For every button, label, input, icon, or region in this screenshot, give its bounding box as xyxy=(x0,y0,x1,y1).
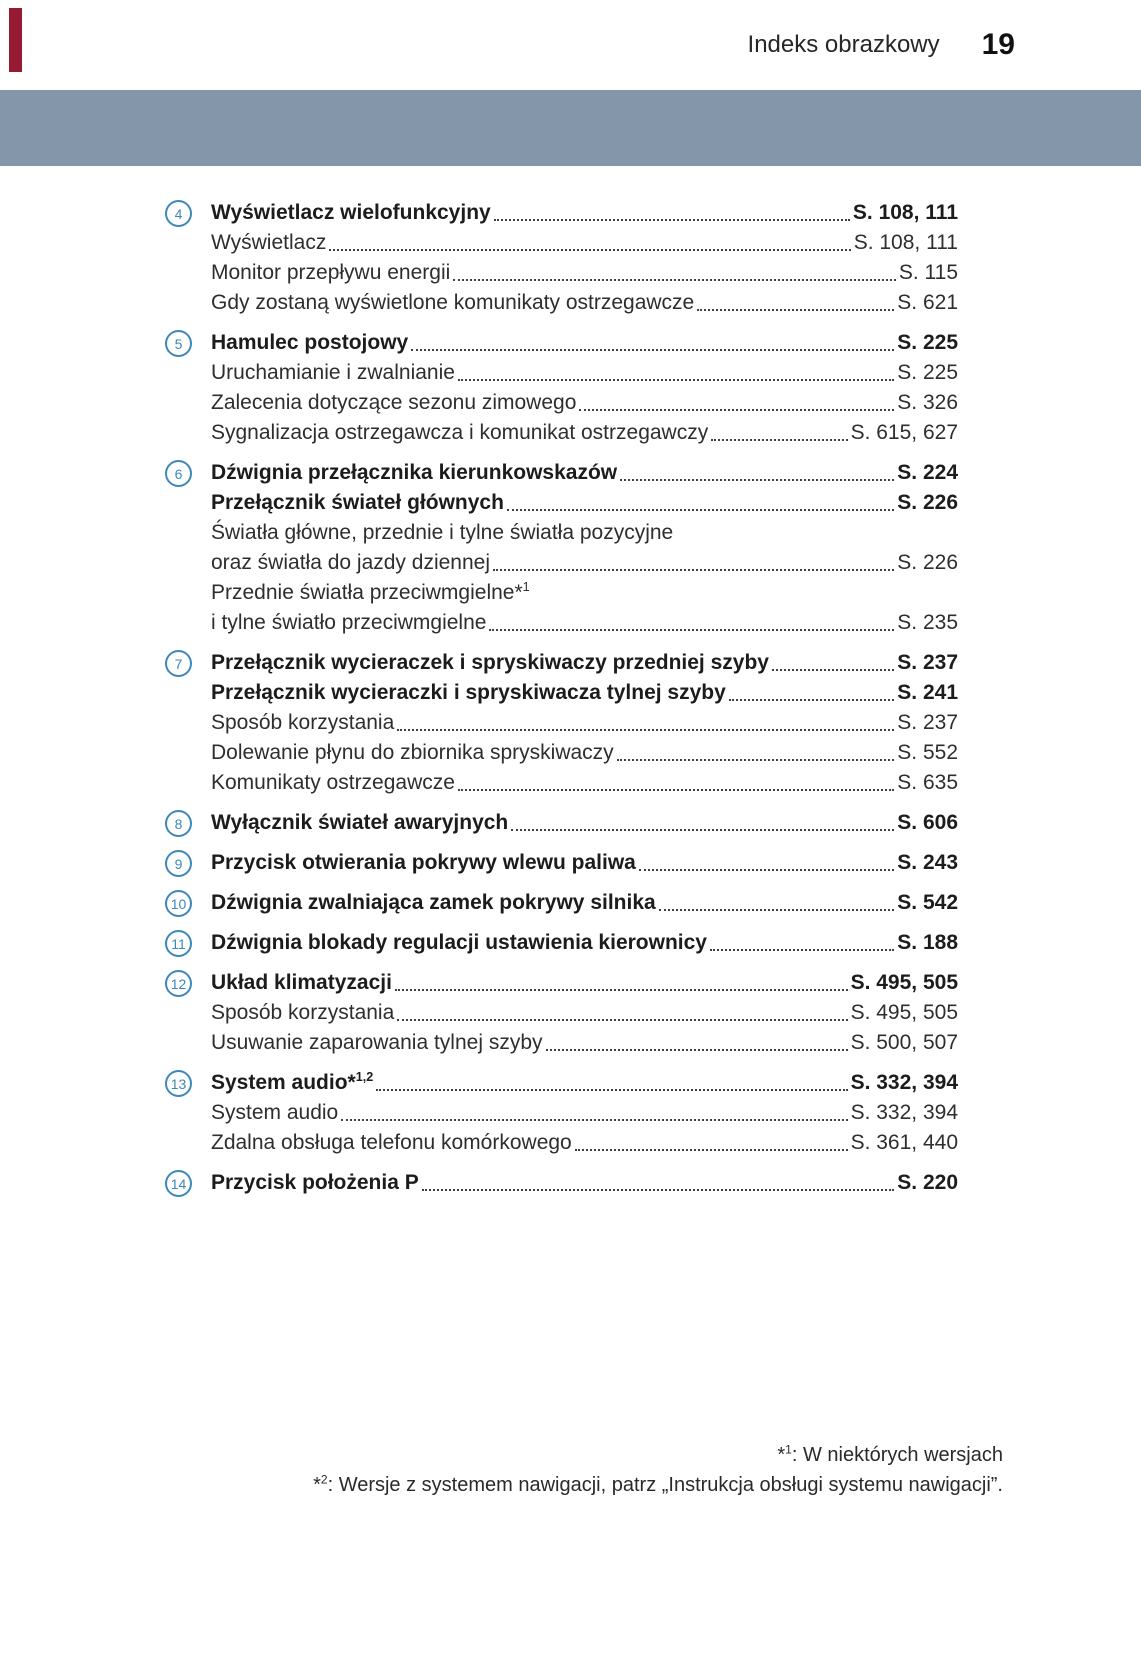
entry-text: System audio*$^{1,2}$ xyxy=(211,1070,374,1094)
page-ref: S. 220 xyxy=(897,1171,958,1194)
footnote-marker-sup: 1,2 xyxy=(355,1070,374,1084)
entry-text: Hamulec postojowy xyxy=(211,331,409,354)
index-subentry xyxy=(165,1098,958,1128)
footnote-text: : Wersje z systemem nawigacji, patrz „Instrukcja obsługi systemu nawigacji”. xyxy=(327,1474,1003,1496)
page-ref: S. 237 xyxy=(897,651,958,674)
entry-text: System audio xyxy=(211,1101,339,1124)
index-section xyxy=(165,968,958,1058)
index-section xyxy=(165,928,958,958)
page-ref: S. 552 xyxy=(897,741,958,764)
entry-text: Sposób korzystania xyxy=(211,711,395,734)
entry-text: Dźwignia zwalniająca zamek pokrywy silnika xyxy=(211,891,656,914)
entry-text: Dźwignia blokady regulacji ustawienia kierownicy xyxy=(211,931,707,954)
dot-leader xyxy=(494,219,850,221)
index-subentry xyxy=(165,768,958,798)
index-section xyxy=(165,1168,958,1198)
footnote-asterisk: * xyxy=(313,1474,321,1496)
index-subentry xyxy=(165,258,958,288)
page-ref: S. 500, 507 xyxy=(850,1031,958,1054)
dot-leader xyxy=(458,789,894,791)
index-entry xyxy=(165,458,958,488)
entry-text: Przełącznik wycieraczki i spryskiwacza tylnej szyby xyxy=(211,681,726,704)
page-ref: S. 635 xyxy=(897,771,958,794)
item-number-badge: 7 xyxy=(165,650,192,677)
page-ref: S. 225 xyxy=(897,331,958,354)
page-ref: S. 235 xyxy=(897,611,958,634)
page-ref: S. 495, 505 xyxy=(850,1001,958,1024)
entry-text: oraz światła do jazdy dziennej xyxy=(211,551,490,574)
dot-leader xyxy=(329,249,850,251)
dot-leader xyxy=(489,629,894,631)
dot-leader xyxy=(575,1149,848,1151)
index-section xyxy=(165,328,958,448)
page-header xyxy=(0,0,1141,90)
index-subentry xyxy=(165,608,958,638)
footnotes xyxy=(103,1440,1003,1500)
index-subentry xyxy=(165,388,958,418)
entry-text: Przełącznik świateł głównych xyxy=(211,491,504,514)
index-subentry xyxy=(165,1028,958,1058)
entry-text: Dźwignia przełącznika kierunkowskazów xyxy=(211,461,618,484)
index-section xyxy=(165,888,958,918)
index-subentry xyxy=(165,1128,958,1158)
dot-leader xyxy=(711,439,847,441)
dot-leader xyxy=(341,1119,847,1121)
page-ref: S. 495, 505 xyxy=(850,971,958,994)
dot-leader xyxy=(422,1189,895,1191)
entry-text: Przełącznik wycieraczek i spryskiwaczy przedniej szyby xyxy=(211,651,769,674)
index-subentry xyxy=(165,578,958,608)
page-title: Indeks obrazkowy xyxy=(747,31,940,58)
footnote-number-sup: 1 xyxy=(785,1442,792,1457)
entry-text: i tylne światło przeciwmgielne xyxy=(211,611,487,634)
dot-leader xyxy=(411,349,894,351)
dot-leader xyxy=(579,409,894,411)
page-ref: S. 361, 440 xyxy=(850,1131,958,1154)
index-section xyxy=(165,848,958,878)
entry-text: Zdalna obsługa telefonu komórkowego xyxy=(211,1131,572,1154)
entry-text: Sposób korzystania xyxy=(211,1001,395,1024)
entry-text: Wyświetlacz xyxy=(211,231,327,254)
footnote-number-sup: 2 xyxy=(320,1472,328,1487)
index-entry xyxy=(165,198,958,228)
footnote-line xyxy=(103,1440,1003,1470)
entry-text: Przycisk otwierania pokrywy wlewu paliwa xyxy=(211,851,636,874)
page-ref: S. 115 xyxy=(898,261,958,284)
page-ref: S. 606 xyxy=(897,811,958,834)
index-section xyxy=(165,648,958,798)
item-number-badge: 12 xyxy=(165,970,192,997)
item-number-badge: 13 xyxy=(165,1070,192,1097)
dot-leader xyxy=(511,829,894,831)
index-entry xyxy=(165,678,958,708)
entry-text: Uruchamianie i zwalnianie xyxy=(211,361,455,384)
dot-leader xyxy=(620,479,894,481)
entry-text: Wyłącznik świateł awaryjnych xyxy=(211,811,509,834)
dot-leader xyxy=(395,989,848,991)
item-number-badge: 8 xyxy=(165,810,192,837)
dot-leader xyxy=(772,669,894,671)
dot-leader xyxy=(659,909,895,911)
index-entry xyxy=(165,1068,958,1098)
item-number-badge: 10 xyxy=(165,890,192,917)
index-list xyxy=(165,198,958,1208)
index-subentry xyxy=(165,518,958,548)
item-number-badge: 5 xyxy=(165,330,192,357)
index-section xyxy=(165,458,958,638)
dot-leader xyxy=(493,569,894,571)
dot-leader xyxy=(617,759,895,761)
entry-text: Monitor przepływu energii xyxy=(211,261,451,284)
page-ref: S. 542 xyxy=(897,891,958,914)
footnote-marker-sup: 1 xyxy=(522,580,530,594)
footnote-line xyxy=(103,1470,1003,1500)
page-ref: S. 226 xyxy=(897,491,958,514)
item-number-badge: 4 xyxy=(165,200,192,227)
entry-text: Dolewanie płynu do zbiornika spryskiwaczy xyxy=(211,741,614,764)
page-ref: S. 108, 111 xyxy=(853,231,958,254)
page-number: 19 xyxy=(981,28,1015,61)
index-entry xyxy=(165,968,958,998)
page-ref: S. 615, 627 xyxy=(850,421,958,444)
dot-leader xyxy=(639,869,894,871)
entry-text: Światła główne, przednie i tylne światła pozycyjne xyxy=(211,521,674,544)
entry-text: Przednie światła przeciwmgielne*$^1$ xyxy=(211,580,530,604)
page-ref: S. 226 xyxy=(897,551,958,574)
index-subentry xyxy=(165,708,958,738)
dot-leader xyxy=(458,379,894,381)
index-subentry xyxy=(165,228,958,258)
index-section xyxy=(165,808,958,838)
dot-leader xyxy=(397,1019,847,1021)
index-subentry xyxy=(165,418,958,448)
page-ref: S. 243 xyxy=(897,851,958,874)
header-band xyxy=(0,90,1141,166)
page-ref: S. 188 xyxy=(897,931,958,954)
entry-text: Układ klimatyzacji xyxy=(211,971,392,994)
page-ref: S. 108, 111 xyxy=(852,201,958,224)
footnote-text: : W niektórych wersjach xyxy=(791,1444,1003,1466)
item-number-badge: 11 xyxy=(165,930,192,957)
index-entry xyxy=(165,888,958,918)
index-subentry xyxy=(165,998,958,1028)
dot-leader xyxy=(397,729,894,731)
dot-leader xyxy=(546,1049,848,1051)
index-section xyxy=(165,198,958,318)
dot-leader xyxy=(376,1089,847,1091)
entry-text: Zalecenia dotyczące sezonu zimowego xyxy=(211,391,577,414)
page-ref: S. 332, 394 xyxy=(850,1071,958,1094)
dot-leader xyxy=(729,699,894,701)
entry-text: Sygnalizacja ostrzegawcza i komunikat ostrzegawczy xyxy=(211,421,709,444)
index-entry xyxy=(165,648,958,678)
index-subentry xyxy=(165,738,958,768)
index-entry xyxy=(165,928,958,958)
page-ref: S. 332, 394 xyxy=(850,1101,958,1124)
index-entry xyxy=(165,328,958,358)
dot-leader xyxy=(710,949,894,951)
index-entry xyxy=(165,488,958,518)
index-subentry xyxy=(165,548,958,578)
footnote-asterisk: * xyxy=(777,1444,786,1466)
page-ref: S. 241 xyxy=(897,681,958,704)
dot-leader xyxy=(507,509,894,511)
dot-leader xyxy=(697,309,894,311)
index-subentry xyxy=(165,358,958,388)
item-number-badge: 9 xyxy=(165,850,192,877)
dot-leader xyxy=(453,279,896,281)
item-number-badge: 6 xyxy=(165,460,192,487)
item-number-badge: 14 xyxy=(165,1170,192,1197)
index-entry xyxy=(165,848,958,878)
index-entry xyxy=(165,808,958,838)
page-ref: S. 326 xyxy=(897,391,958,414)
entry-text: Komunikaty ostrzegawcze xyxy=(211,771,455,794)
page-ref: S. 237 xyxy=(897,711,958,734)
entry-text: Wyświetlacz wielofunkcyjny xyxy=(211,201,491,224)
page-ref: S. 225 xyxy=(897,361,958,384)
entry-text: Przycisk położenia P xyxy=(211,1171,419,1194)
page-ref: S. 224 xyxy=(897,461,958,484)
entry-text: Usuwanie zaparowania tylnej szyby xyxy=(211,1031,543,1054)
entry-text: Gdy zostaną wyświetlone komunikaty ostrzegawcze xyxy=(211,291,695,314)
index-section xyxy=(165,1068,958,1158)
index-entry xyxy=(165,1168,958,1198)
index-subentry xyxy=(165,288,958,318)
page-ref: S. 621 xyxy=(897,291,958,314)
